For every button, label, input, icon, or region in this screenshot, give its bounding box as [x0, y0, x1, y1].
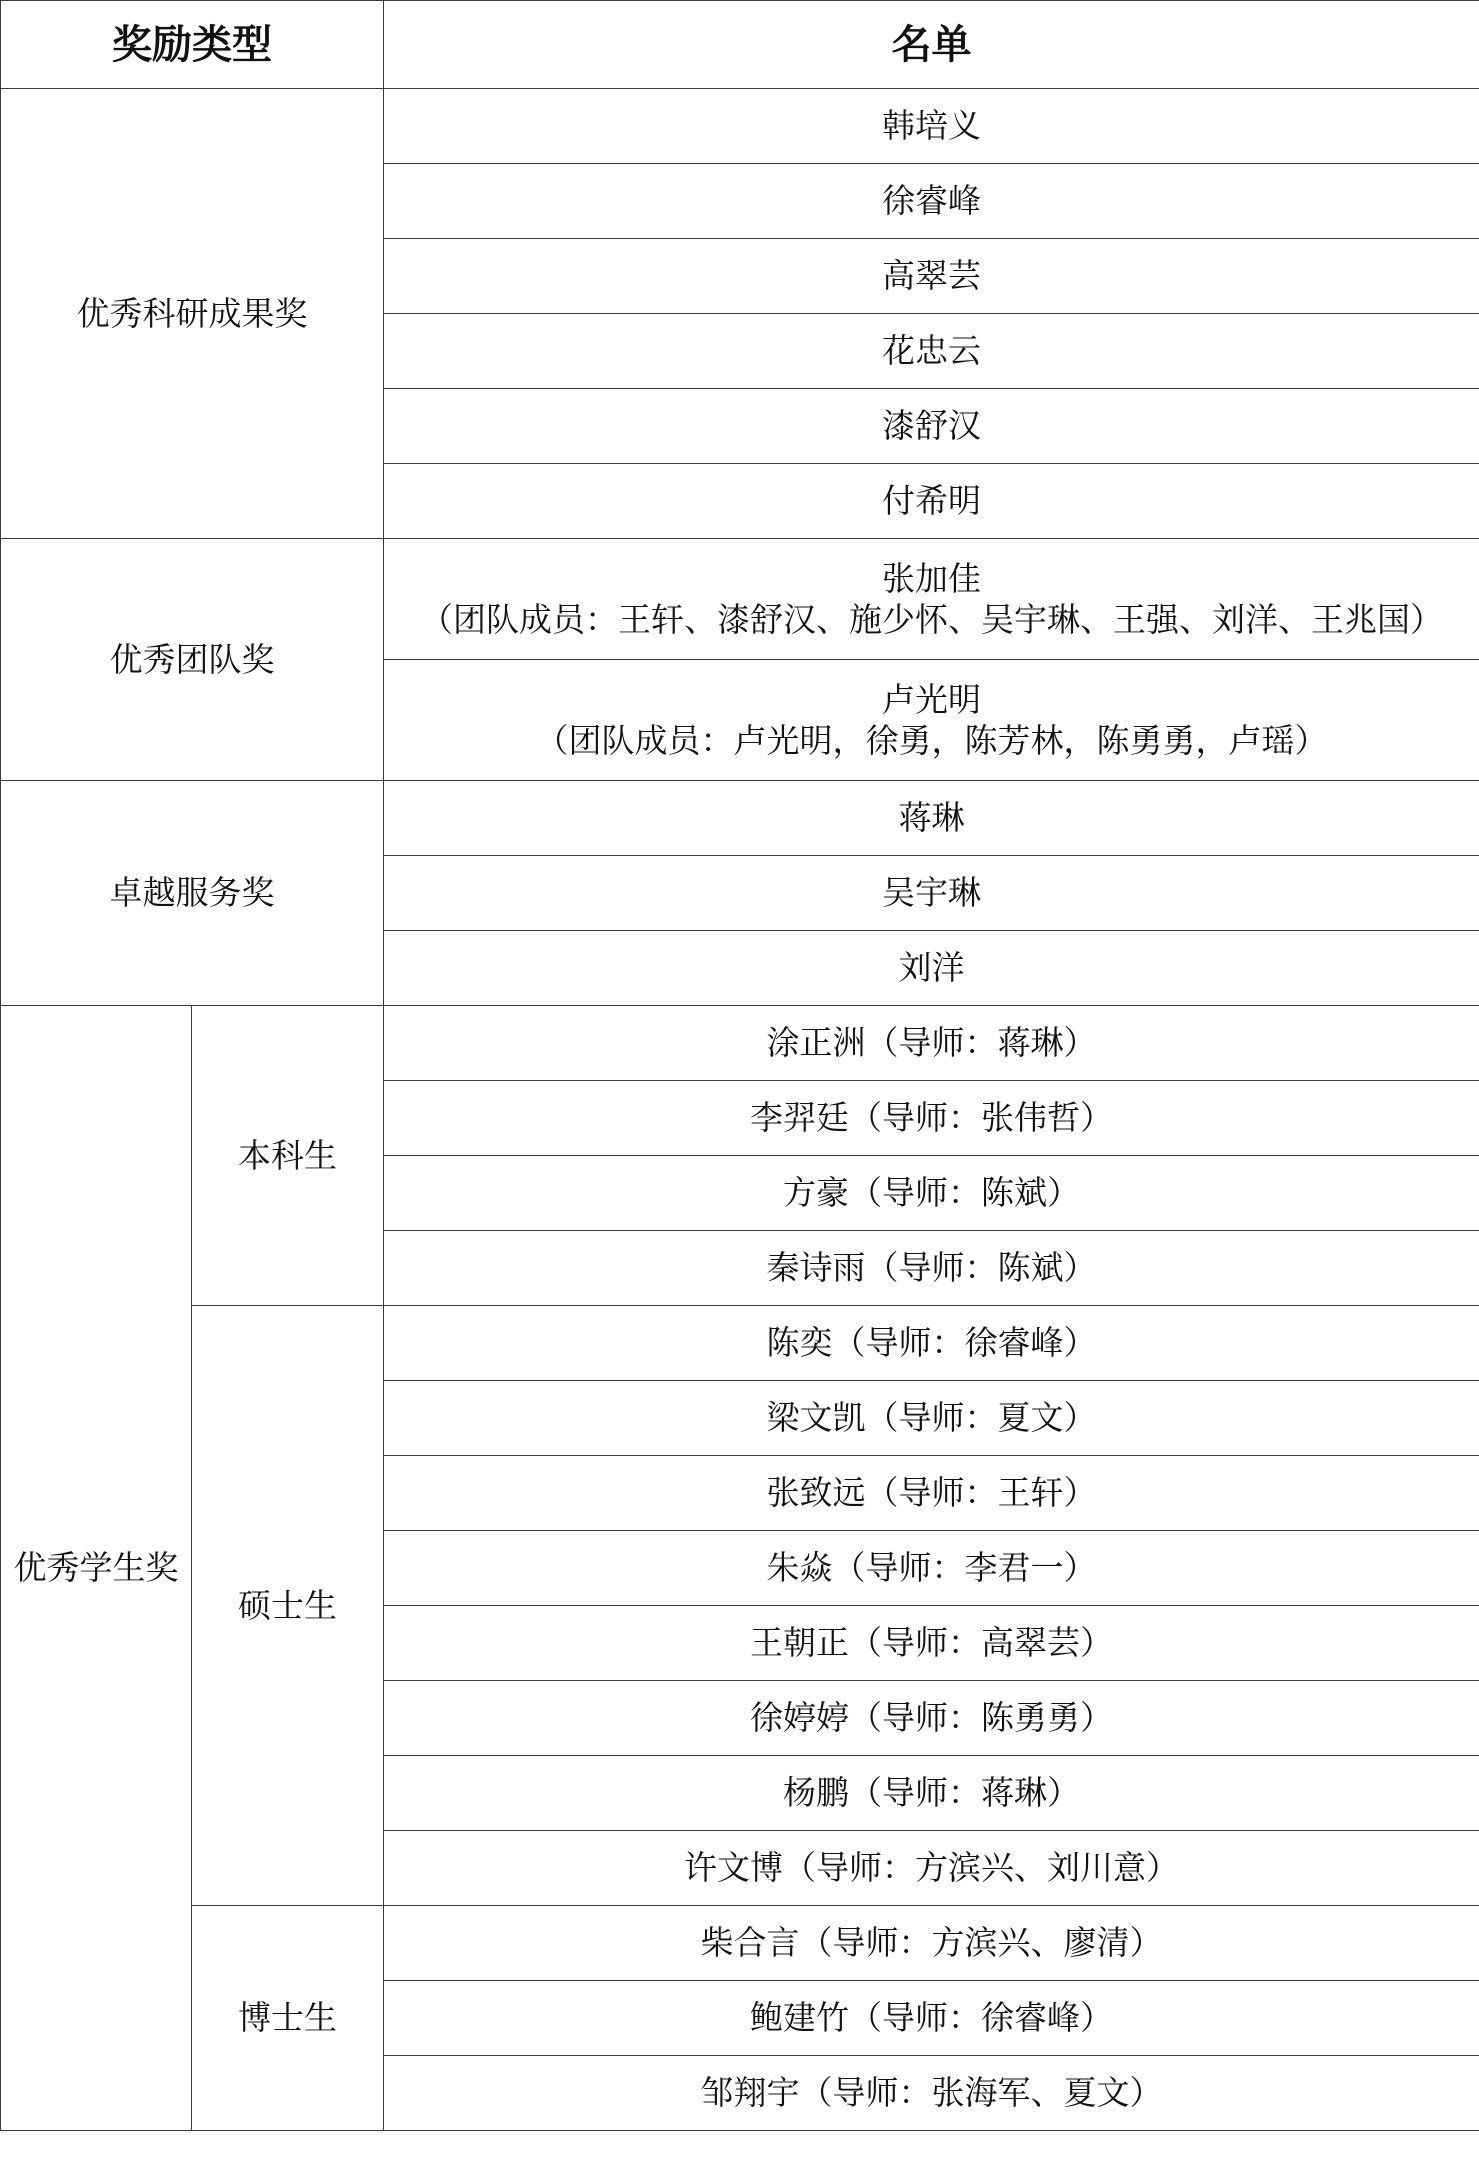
team-leader: 卢光明: [882, 679, 981, 719]
list-item: 张致远（导师：王轩）: [384, 1456, 1479, 1531]
list-item: 秦诗雨（导师：陈斌）: [384, 1231, 1479, 1306]
header-award-type: 奖励类型: [1, 1, 384, 89]
table-row: [1, 1306, 1479, 1381]
header-row: [1, 1, 1479, 89]
team-leader: 张加佳: [882, 558, 981, 598]
list-item: 高翠芸: [384, 239, 1479, 314]
team-entry: [384, 660, 1479, 781]
list-item: 付希明: [384, 464, 1479, 539]
list-item: 陈奕（导师：徐睿峰）: [384, 1306, 1479, 1381]
list-item: 梁文凯（导师：夏文）: [384, 1381, 1479, 1456]
category-service: 卓越服务奖: [1, 781, 384, 1006]
list-item: 方豪（导师：陈斌）: [384, 1156, 1479, 1231]
list-item: 花忠云: [384, 314, 1479, 389]
list-item: 柴合言（导师：方滨兴、廖清）: [384, 1906, 1479, 1981]
team-members: （团队成员：卢光明，徐勇，陈芳林，陈勇勇，卢瑶）: [535, 721, 1328, 760]
category-team: 优秀团队奖: [1, 539, 384, 781]
team-members: （团队成员：王轩、漆舒汉、施少怀、吴宇琳、王强、刘洋、王兆国）: [420, 600, 1443, 639]
table-row: [1, 539, 1479, 660]
list-item: 朱焱（导师：李君一）: [384, 1531, 1479, 1606]
subcategory-undergrad: 本科生: [192, 1006, 384, 1306]
list-item: 徐睿峰: [384, 164, 1479, 239]
category-research: 优秀科研成果奖: [1, 89, 384, 539]
subcategory-phd: 博士生: [192, 1906, 384, 2131]
table-row: [1, 89, 1479, 164]
list-item: 徐婷婷（导师：陈勇勇）: [384, 1681, 1479, 1756]
category-student: 优秀学生奖: [1, 1006, 192, 2131]
list-item: 许文博（导师：方滨兴、刘川意）: [384, 1831, 1479, 1906]
list-item: 邹翔宇（导师：张海军、夏文）: [384, 2056, 1479, 2131]
list-item: 蒋琳: [384, 781, 1479, 856]
subcategory-master: 硕士生: [192, 1306, 384, 1906]
list-item: 涂正洲（导师：蒋琳）: [384, 1006, 1479, 1081]
table-row: [1, 781, 1479, 856]
header-name-list: 名单: [384, 1, 1479, 89]
table-row: [1, 1906, 1479, 1981]
list-item: 王朝正（导师：高翠芸）: [384, 1606, 1479, 1681]
list-item: 刘洋: [384, 931, 1479, 1006]
list-item: 鲍建竹（导师：徐睿峰）: [384, 1981, 1479, 2056]
list-item: 李羿廷（导师：张伟哲）: [384, 1081, 1479, 1156]
table-row: [1, 1006, 1479, 1081]
list-item: 韩培义: [384, 89, 1479, 164]
team-entry: [384, 539, 1479, 660]
list-item: 杨鹏（导师：蒋琳）: [384, 1756, 1479, 1831]
list-item: 吴宇琳: [384, 856, 1479, 931]
list-item: 漆舒汉: [384, 389, 1479, 464]
